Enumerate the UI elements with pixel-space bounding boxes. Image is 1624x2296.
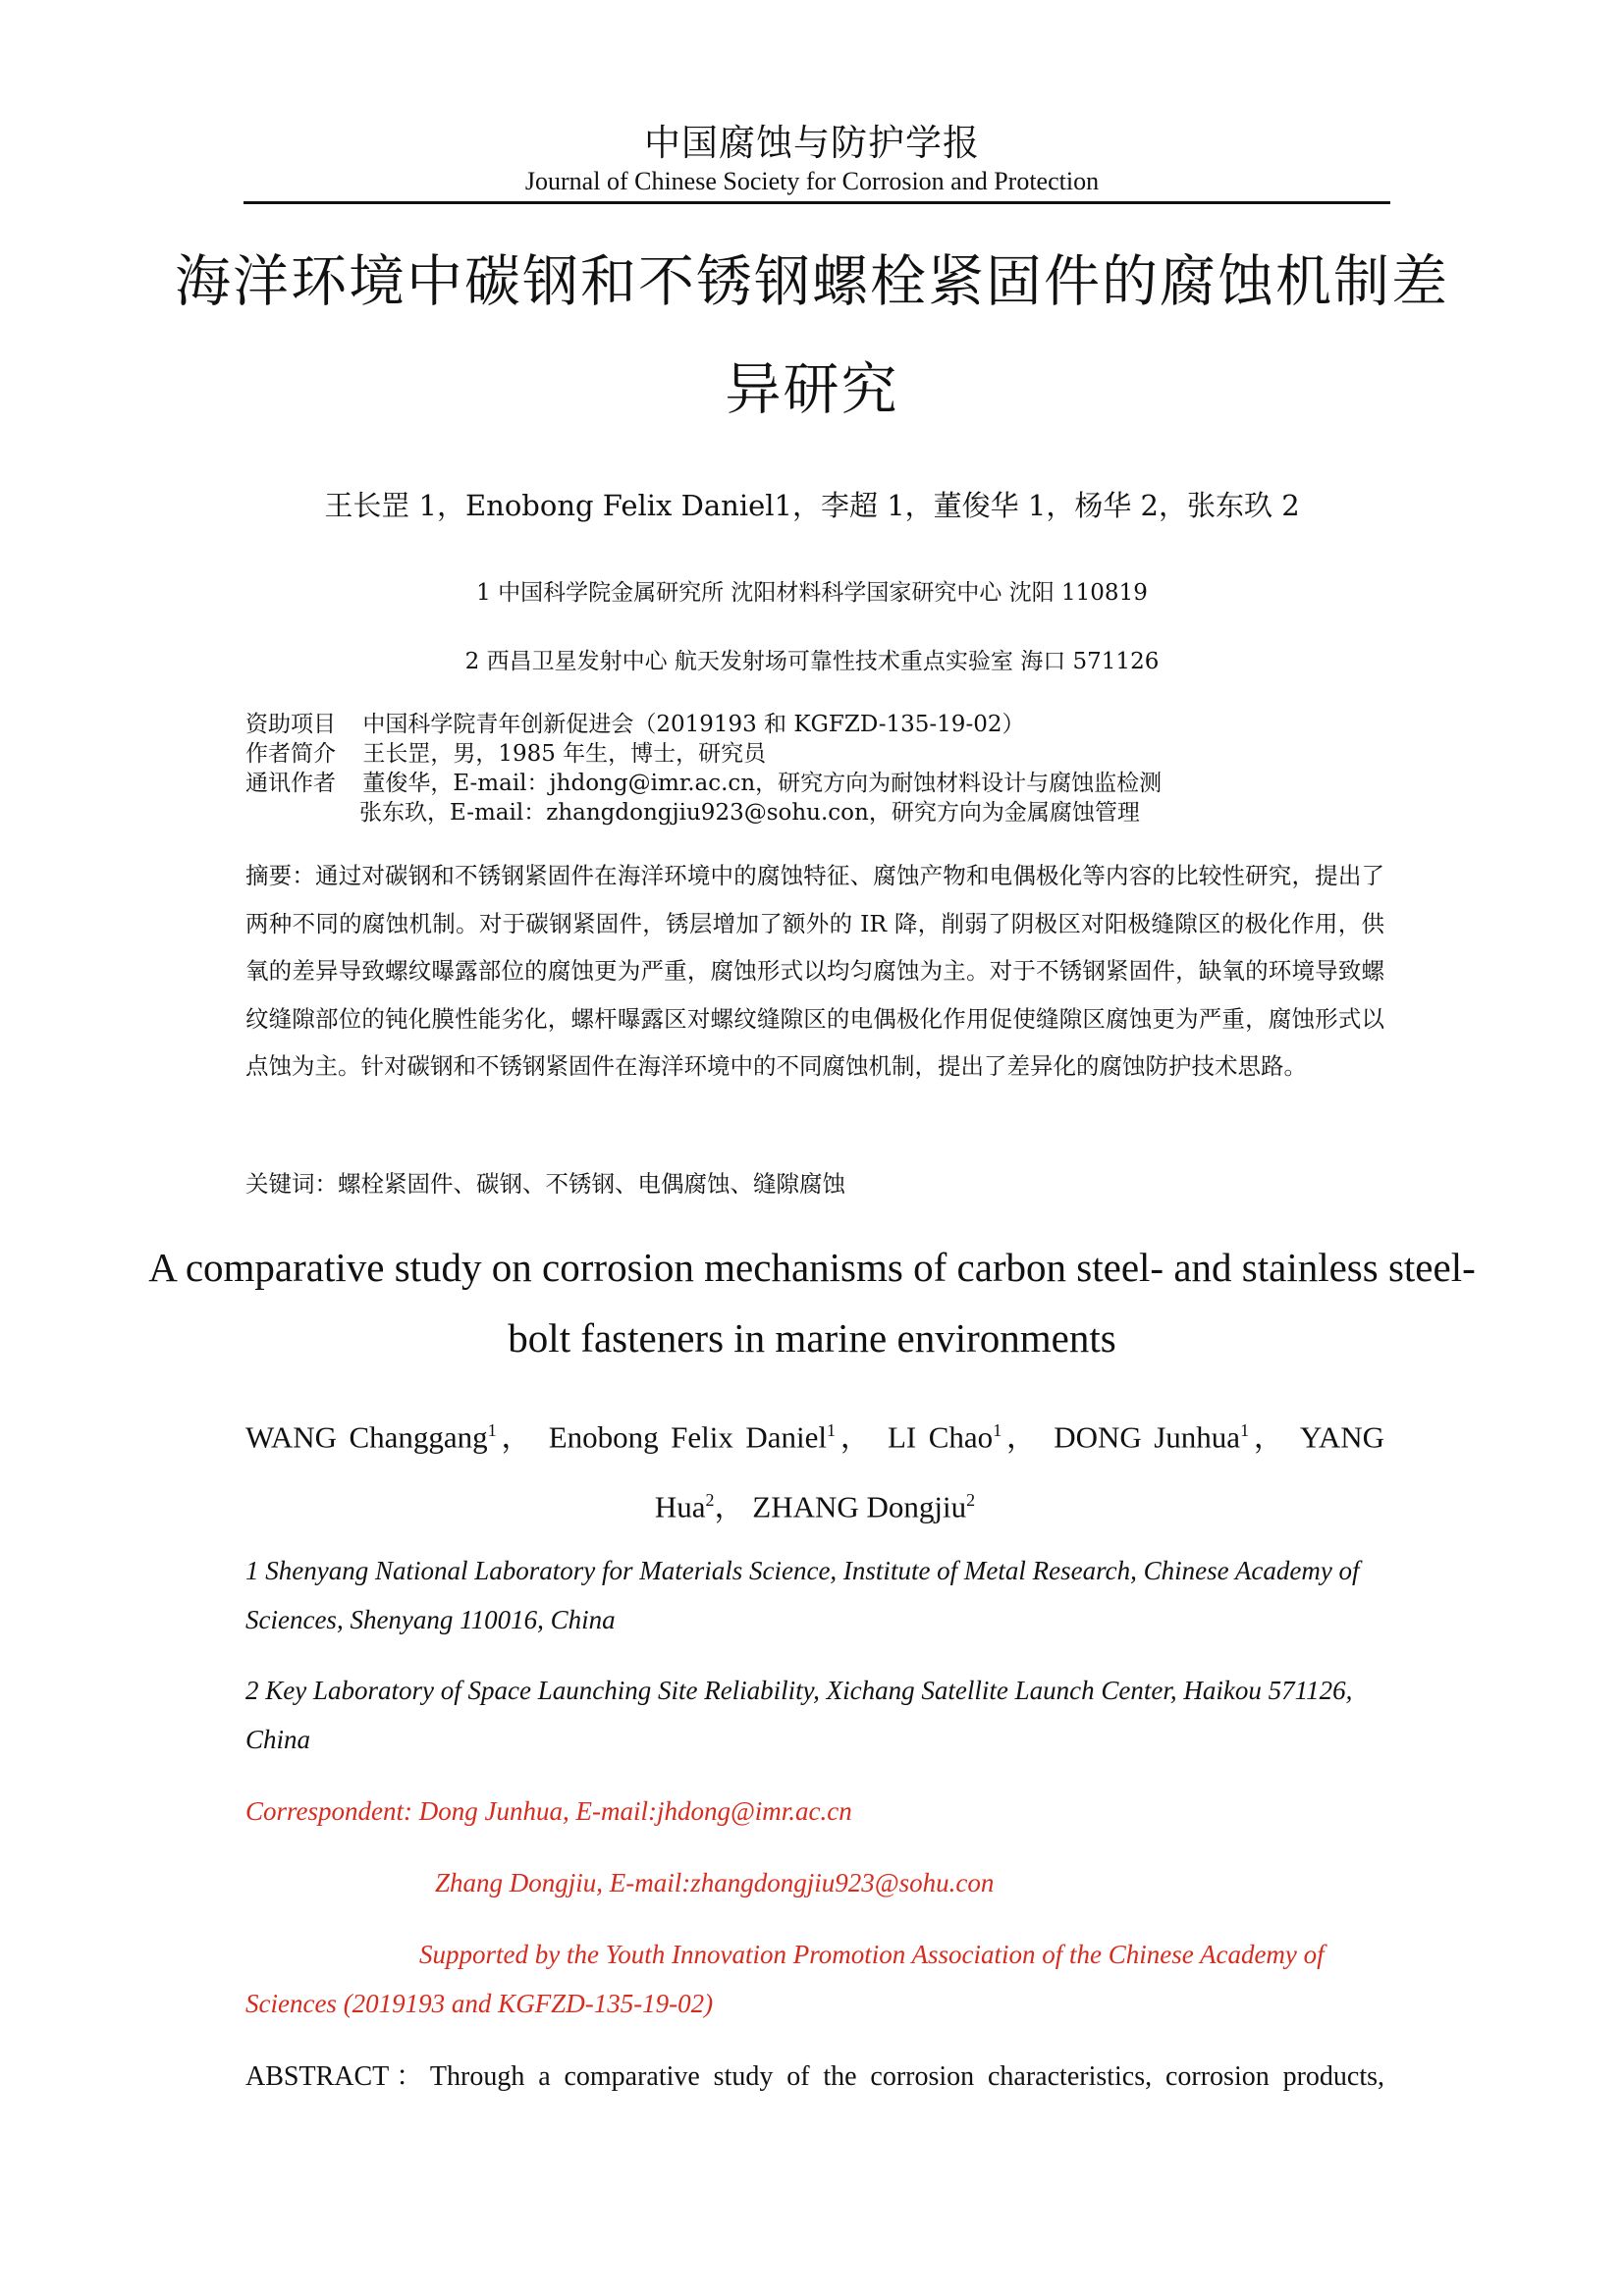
authors-en [245,1399,1384,1539]
author-en-separator: ， [496,1419,549,1455]
abstract-cn: 摘要：通过对碳钢和不锈钢紧固件在海洋环境中的腐蚀特征、腐蚀产物和电偶极化等内容的比较性研究，提出了两种不同的腐蚀机制。对于碳钢紧固件，锈层增加了额外的 IR 降，削弱了阴极区对阳极缝隙区的极化作用，供氧的差异导致螺纹曝露部位的腐蚀更为严重，腐蚀形式以均匀腐蚀为主。对于不锈钢紧固件，缺氧的环境导致螺纹缝隙部位的钝化膜性能劣化，螺杆曝露区对螺纹缝隙区的电偶极化作用促使缝隙区腐蚀更为严重，腐蚀形式以点蚀为主。针对碳钢和不锈钢紧固件在海洋环境中的不同腐蚀机制，提出了差异化的腐蚀防护技术思路。 [245,862,1384,1080]
author-en-name: ZHANG Dongjiu [752,1489,967,1524]
corresponding-text-1: 董俊华，E-mail：jhdong@imr.ac.cn，研究方向为耐蚀材料设计与腐蚀监检测 [362,771,1163,796]
author-en-name: LI Chao [887,1419,994,1455]
affiliation-en-1: 1 Shenyang National Laboratory for Materials Science, Institute of Metal Research, Chinese Academy of Sciences, Shenyang 110016, China [245,1556,1360,1634]
paper-title-cn: 海洋环境中碳钢和不锈钢螺栓紧固件的腐蚀机制差异研究 [175,249,1449,422]
metadata-block [245,710,1384,828]
author-en-affil-mark: 2 [705,1490,715,1511]
author-en-affil-mark: 2 [966,1490,976,1511]
paper-title-en: A comparative study on corrosion mechanisms of carbon steel- and stainless steel-bolt fasteners in marine environments [148,1245,1476,1361]
author-en-separator: ， [1249,1419,1300,1455]
author-bio-text: 王长罡，男，1985 年生，博士，研究员 [362,741,767,767]
author-en-affil-mark: 1 [487,1420,497,1440]
author-bio-row [245,739,1384,769]
journal-name-en: Journal of Chinese Society for Corrosion and Protection [524,167,1100,195]
abstract-en-start: ABSTRACT：Through a comparative study of the corrosion characteristics, corrosion products, [245,2061,1384,2092]
author-en-affil-mark: 1 [1240,1420,1250,1440]
author-en-affil-mark: 1 [826,1420,836,1440]
author-en-name: Enobong Felix Daniel [548,1419,827,1455]
author-en-separator: ， [1001,1419,1055,1455]
authors-cn: 王长罡 1，Enobong Felix Daniel1，李超 1，董俊华 1，杨华 2，张东玖 2 [324,489,1300,522]
keywords-cn: 关键词：螺栓紧固件、碳钢、不锈钢、电偶腐蚀、缝隙腐蚀 [245,1170,845,1198]
correspondent-line-2: Zhang Dongjiu, E-mail:zhangdongjiu923@sohu.con [435,1868,995,1897]
funding-text: 中国科学院青年创新促进会（2019193 和 KGFZD-135-19-02） [362,712,1025,737]
author-bio-label: 作者简介 [245,741,336,767]
author-en-separator: ， [835,1419,888,1455]
author-en-name: WANG Changgang [245,1419,488,1455]
affiliation-cn-1: 1 中国科学院金属研究所 沈阳材料科学国家研究中心 沈阳 110819 [476,580,1148,606]
corresponding-row [245,769,1384,798]
header-rule [244,201,1390,204]
author-en-name: DONG Junhua [1054,1419,1241,1455]
journal-name-cn: 中国腐蚀与防护学报 [644,122,980,164]
corresponding-text-2: 张东玖，E-mail：zhangdongjiu923@sohu.con，研究方向为金属腐蚀管理 [359,800,1140,826]
correspondent-line-1: Correspondent: Dong Junhua, E-mail:jhdong@imr.ac.cn [245,1796,852,1826]
affiliation-cn-2: 2 西昌卫星发射中心 航天发射场可靠性技术重点实验室 海口 571126 [464,649,1160,674]
funding-label: 资助项目 [245,712,336,737]
author-en-name: YANG Hua [654,1419,1385,1524]
author-en-affil-mark: 1 [993,1420,1002,1440]
support-statement: Supported by the Youth Innovation Promotion Association of the Chinese Academy of Sciences (2019193 and KGFZD-135-19-02) [245,1940,1325,2018]
corresponding-label: 通讯作者 [245,771,336,796]
affiliation-en-2: 2 Key Laboratory of Space Launching Site Reliability, Xichang Satellite Launch Center, Haikou 571126, China [245,1676,1353,1754]
funding-row [245,710,1384,739]
author-en-separator: ， [714,1489,753,1524]
